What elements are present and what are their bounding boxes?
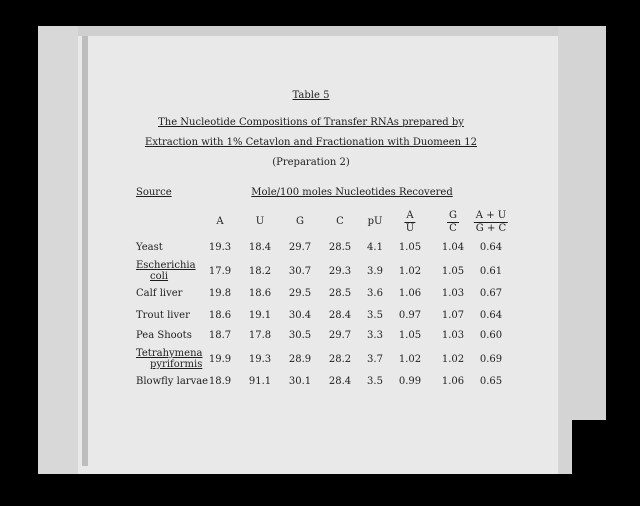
table-title-line1: The Nucleotide Compositions of Transfer RNAs prepared by: [158, 117, 464, 128]
ratio-denominator: G + C: [475, 223, 507, 234]
table-cell: 28.5: [328, 242, 352, 253]
column-header-g: G: [296, 216, 304, 227]
table-cell: 30.4: [288, 310, 312, 321]
row-source-line: Pea Shoots: [136, 330, 192, 341]
source-header: Source: [136, 187, 172, 198]
table-cell: 1.06: [398, 288, 422, 299]
row-source-line: pyriformis: [150, 359, 203, 370]
table-cell: 3.5: [367, 376, 383, 387]
column-header-a: A: [216, 216, 224, 227]
row-source: [136, 288, 182, 299]
table-cell: 91.1: [248, 376, 272, 387]
column-header-u: U: [255, 216, 265, 227]
film-corner: [572, 420, 606, 474]
ratio-numerator: G: [449, 210, 457, 221]
table-cell: 17.9: [208, 266, 232, 277]
film-edge-top: [38, 26, 606, 36]
table-cell: 0.65: [479, 376, 503, 387]
table-cell: 1.05: [398, 330, 422, 341]
table-cell: 1.06: [441, 376, 465, 387]
column-header-pu: pU: [367, 216, 383, 227]
table-cell: 3.7: [367, 354, 383, 365]
table-cell: 19.3: [208, 242, 232, 253]
table-cell: 1.04: [441, 242, 465, 253]
row-source: [136, 310, 190, 321]
ratio-header-3: [474, 210, 508, 235]
table-label: Table 5: [292, 90, 330, 101]
table-cell: 0.61: [479, 266, 503, 277]
table-cell: 29.7: [288, 242, 312, 253]
row-source: [136, 330, 192, 341]
table-cell: 18.7: [208, 330, 232, 341]
table-cell: 29.7: [328, 330, 352, 341]
table-cell: 0.97: [398, 310, 422, 321]
table-cell: 3.9: [367, 266, 383, 277]
table-cell: 29.3: [328, 266, 352, 277]
row-source: [136, 260, 196, 282]
table-cell: 1.02: [441, 354, 465, 365]
table-cell: 18.6: [208, 310, 232, 321]
table-cell: 18.9: [208, 376, 232, 387]
row-source-line: Escherichia: [136, 260, 196, 271]
table-cell: 19.3: [248, 354, 272, 365]
table-cell: 28.5: [328, 288, 352, 299]
table-cell: 0.69: [479, 354, 503, 365]
table-cell: 28.4: [328, 310, 352, 321]
ratio-denominator: C: [449, 223, 457, 234]
table-cell: 3.5: [367, 310, 383, 321]
table-cell: 0.99: [398, 376, 422, 387]
table-cell: 29.5: [288, 288, 312, 299]
ratio-header-1: [404, 210, 415, 235]
table-subtitle: (Preparation 2): [272, 157, 350, 168]
table-cell: 28.9: [288, 354, 312, 365]
table-cell: 18.6: [248, 288, 272, 299]
table-cell: 18.2: [248, 266, 272, 277]
table-title-line2: Extraction with 1% Cetavlon and Fractionation with Duomeen 12: [145, 137, 477, 148]
table-cell: 1.05: [441, 266, 465, 277]
table-cell: 1.03: [441, 288, 465, 299]
row-source: [136, 348, 202, 370]
table-cell: 28.4: [328, 376, 352, 387]
row-source-line: Blowfly larvae: [136, 376, 209, 387]
table-cell: 30.7: [288, 266, 312, 277]
table-cell: 19.1: [248, 310, 272, 321]
table-cell: 30.5: [288, 330, 312, 341]
row-source-line: Tetrahymena: [136, 348, 203, 359]
film-edge-shadow: [82, 36, 88, 466]
table-cell: 1.02: [398, 266, 422, 277]
table-cell: 3.6: [367, 288, 383, 299]
row-source: [136, 242, 163, 253]
table-cell: 1.02: [398, 354, 422, 365]
table-cell: 3.3: [367, 330, 383, 341]
table-cell: 1.05: [398, 242, 422, 253]
table-cell: 4.1: [367, 242, 383, 253]
table-cell: 0.60: [479, 330, 503, 341]
film-edge-right: [558, 26, 606, 474]
table-cell: 30.1: [288, 376, 312, 387]
table-cell: 0.67: [479, 288, 503, 299]
table-cell: 1.07: [441, 310, 465, 321]
ratio-denominator: U: [405, 223, 415, 234]
row-source-line: Yeast: [136, 242, 163, 253]
ratio-numerator: A + U: [475, 210, 507, 221]
table-cell: 19.8: [208, 288, 232, 299]
table-cell: 18.4: [248, 242, 272, 253]
recovered-header: Mole/100 moles Nucleotides Recovered: [251, 187, 453, 198]
table-cell: 19.9: [208, 354, 232, 365]
ratio-header-2: [447, 210, 459, 235]
table-cell: 28.2: [328, 354, 352, 365]
row-source-line: Trout liver: [136, 310, 190, 321]
film-edge-left: [38, 26, 78, 474]
row-source-line: coli: [150, 271, 169, 282]
table-cell: 0.64: [479, 242, 503, 253]
table-cell: 1.03: [441, 330, 465, 341]
column-header-c: C: [336, 216, 344, 227]
row-source-line: Calf liver: [136, 288, 183, 299]
ratio-numerator: A: [406, 210, 414, 221]
table-cell: 0.64: [479, 310, 503, 321]
row-source: [136, 376, 208, 387]
table-cell: 17.8: [248, 330, 272, 341]
